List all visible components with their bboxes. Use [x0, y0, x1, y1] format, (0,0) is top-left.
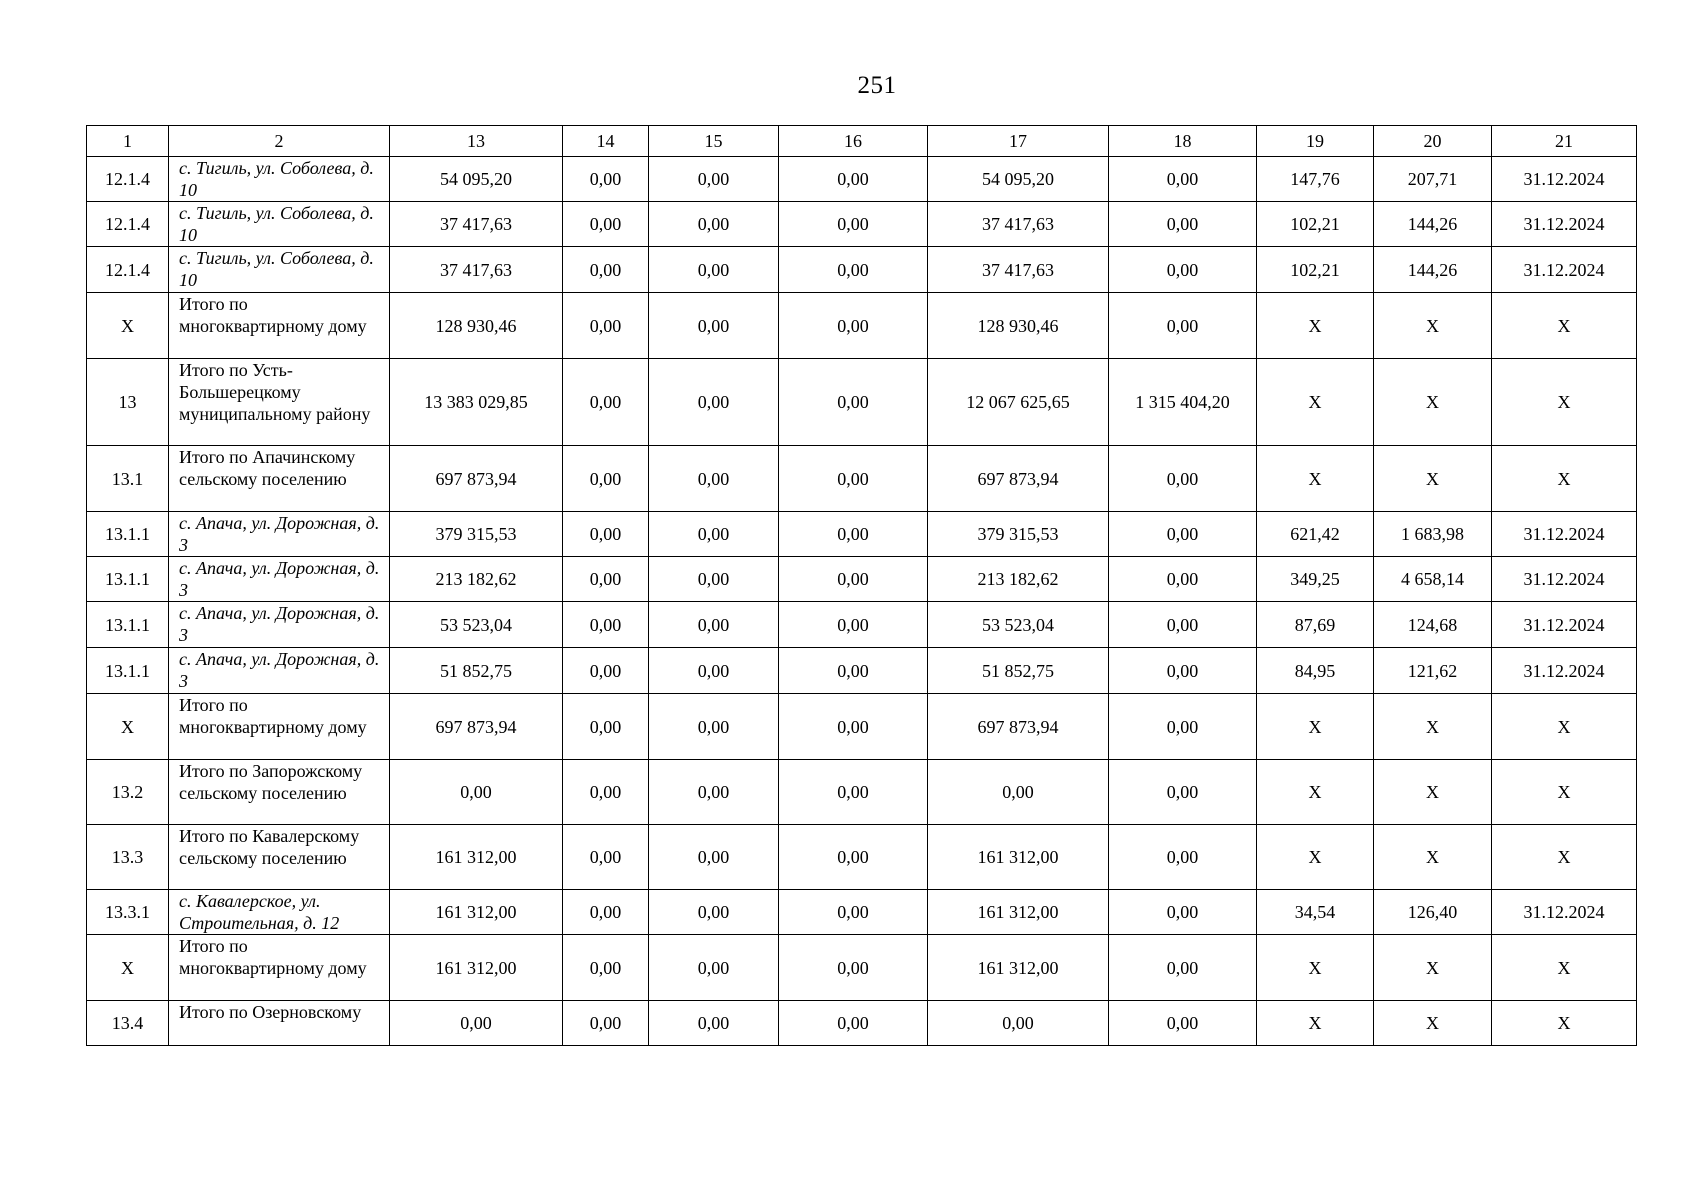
- value-cell: 0,00: [779, 935, 928, 1001]
- value-cell: Х: [1492, 694, 1637, 760]
- total-label-cell: Итого по многоквартирному дому: [169, 293, 390, 359]
- value-cell: 0,00: [1109, 446, 1257, 512]
- total-label-cell: Итого по многоквартирному дому: [169, 935, 390, 1001]
- value-cell: 0,00: [563, 557, 649, 602]
- value-cell: 0,00: [563, 157, 649, 202]
- row-number: 13.1.1: [87, 648, 169, 694]
- row-number: Х: [87, 935, 169, 1001]
- value-cell: 207,71: [1374, 157, 1492, 202]
- value-cell: 102,21: [1257, 202, 1374, 247]
- value-cell: 0,00: [1109, 247, 1257, 293]
- row-number: 12.1.4: [87, 157, 169, 202]
- value-cell: 0,00: [563, 512, 649, 557]
- value-cell: Х: [1374, 694, 1492, 760]
- value-cell: 31.12.2024: [1492, 648, 1637, 694]
- table-row: [87, 694, 1637, 760]
- address-cell: с. Апача, ул. Дорожная, д. 3: [169, 602, 390, 648]
- value-cell: 0,00: [649, 446, 779, 512]
- value-cell: 0,00: [563, 202, 649, 247]
- address-cell: с. Апача, ул. Дорожная, д. 3: [169, 512, 390, 557]
- value-cell: 13 383 029,85: [390, 359, 563, 446]
- value-cell: 621,42: [1257, 512, 1374, 557]
- value-cell: 161 312,00: [928, 890, 1109, 935]
- value-cell: 31.12.2024: [1492, 512, 1637, 557]
- value-cell: 0,00: [563, 890, 649, 935]
- column-header: 17: [928, 126, 1109, 157]
- table-row: [87, 760, 1637, 825]
- value-cell: Х: [1374, 446, 1492, 512]
- total-label-cell: Итого по многоквартирному дому: [169, 694, 390, 760]
- value-cell: 213 182,62: [928, 557, 1109, 602]
- value-cell: 12 067 625,65: [928, 359, 1109, 446]
- value-cell: 0,00: [649, 648, 779, 694]
- total-label-cell: Итого по Апачинскому сельскому поселению: [169, 446, 390, 512]
- column-header: 2: [169, 126, 390, 157]
- table-row: [87, 446, 1637, 512]
- row-number: 12.1.4: [87, 247, 169, 293]
- row-number: 13.2: [87, 760, 169, 825]
- value-cell: 0,00: [779, 694, 928, 760]
- value-cell: 51 852,75: [928, 648, 1109, 694]
- row-number: 13.1.1: [87, 602, 169, 648]
- value-cell: 0,00: [649, 557, 779, 602]
- value-cell: 0,00: [1109, 935, 1257, 1001]
- value-cell: 213 182,62: [390, 557, 563, 602]
- value-cell: 0,00: [1109, 694, 1257, 760]
- value-cell: 0,00: [563, 247, 649, 293]
- table-row: [87, 512, 1637, 557]
- value-cell: 0,00: [779, 202, 928, 247]
- value-cell: Х: [1257, 694, 1374, 760]
- value-cell: 0,00: [649, 512, 779, 557]
- value-cell: 144,26: [1374, 247, 1492, 293]
- value-cell: 0,00: [649, 694, 779, 760]
- value-cell: Х: [1374, 359, 1492, 446]
- value-cell: 31.12.2024: [1492, 557, 1637, 602]
- value-cell: 37 417,63: [390, 247, 563, 293]
- value-cell: 0,00: [649, 359, 779, 446]
- value-cell: 161 312,00: [928, 825, 1109, 890]
- value-cell: 0,00: [779, 293, 928, 359]
- value-cell: 0,00: [1109, 557, 1257, 602]
- value-cell: 0,00: [563, 602, 649, 648]
- total-label-cell: Итого по Озерновскому: [169, 1001, 390, 1046]
- value-cell: Х: [1492, 760, 1637, 825]
- total-label-cell: Итого по Запорожскому сельскому поселению: [169, 760, 390, 825]
- address-cell: с. Кавалерское, ул. Строительная, д. 12: [169, 890, 390, 935]
- value-cell: 1 683,98: [1374, 512, 1492, 557]
- value-cell: 0,00: [649, 760, 779, 825]
- value-cell: 31.12.2024: [1492, 202, 1637, 247]
- value-cell: 54 095,20: [928, 157, 1109, 202]
- value-cell: 0,00: [1109, 202, 1257, 247]
- value-cell: 0,00: [649, 1001, 779, 1046]
- value-cell: Х: [1374, 1001, 1492, 1046]
- value-cell: 34,54: [1257, 890, 1374, 935]
- value-cell: 379 315,53: [928, 512, 1109, 557]
- value-cell: 54 095,20: [390, 157, 563, 202]
- value-cell: 37 417,63: [928, 247, 1109, 293]
- value-cell: 0,00: [649, 293, 779, 359]
- value-cell: 147,76: [1257, 157, 1374, 202]
- value-cell: 0,00: [1109, 157, 1257, 202]
- row-number: 13: [87, 359, 169, 446]
- table-header-row: [87, 126, 1637, 157]
- value-cell: 87,69: [1257, 602, 1374, 648]
- table-row: [87, 359, 1637, 446]
- value-cell: 128 930,46: [928, 293, 1109, 359]
- value-cell: 0,00: [563, 1001, 649, 1046]
- value-cell: Х: [1374, 760, 1492, 825]
- row-number: 13.3: [87, 825, 169, 890]
- row-number: 13.4: [87, 1001, 169, 1046]
- column-header: 18: [1109, 126, 1257, 157]
- column-header: 16: [779, 126, 928, 157]
- table-row: [87, 202, 1637, 247]
- value-cell: 121,62: [1374, 648, 1492, 694]
- value-cell: 0,00: [563, 825, 649, 890]
- value-cell: 0,00: [779, 760, 928, 825]
- value-cell: 0,00: [649, 202, 779, 247]
- table-row: [87, 557, 1637, 602]
- table-row: [87, 247, 1637, 293]
- column-header: 20: [1374, 126, 1492, 157]
- value-cell: 0,00: [779, 512, 928, 557]
- table-row: [87, 602, 1637, 648]
- value-cell: 697 873,94: [390, 446, 563, 512]
- value-cell: Х: [1257, 359, 1374, 446]
- value-cell: 144,26: [1374, 202, 1492, 247]
- value-cell: 0,00: [1109, 760, 1257, 825]
- column-header: 13: [390, 126, 563, 157]
- column-header: 21: [1492, 126, 1637, 157]
- column-header: 1: [87, 126, 169, 157]
- value-cell: 0,00: [1109, 293, 1257, 359]
- value-cell: 51 852,75: [390, 648, 563, 694]
- value-cell: 0,00: [779, 890, 928, 935]
- value-cell: 697 873,94: [928, 694, 1109, 760]
- value-cell: 31.12.2024: [1492, 247, 1637, 293]
- row-number: 13.1.1: [87, 557, 169, 602]
- value-cell: 0,00: [779, 1001, 928, 1046]
- value-cell: 0,00: [779, 247, 928, 293]
- value-cell: 31.12.2024: [1492, 602, 1637, 648]
- address-cell: с. Апача, ул. Дорожная, д. 3: [169, 648, 390, 694]
- value-cell: 0,00: [1109, 648, 1257, 694]
- value-cell: 53 523,04: [390, 602, 563, 648]
- value-cell: Х: [1257, 935, 1374, 1001]
- value-cell: 0,00: [390, 760, 563, 825]
- value-cell: 0,00: [563, 648, 649, 694]
- value-cell: Х: [1374, 935, 1492, 1001]
- column-header: 14: [563, 126, 649, 157]
- address-cell: с. Тигиль, ул. Соболева, д. 10: [169, 157, 390, 202]
- row-number: 12.1.4: [87, 202, 169, 247]
- row-number: 13.1.1: [87, 512, 169, 557]
- value-cell: 0,00: [649, 825, 779, 890]
- value-cell: 0,00: [563, 446, 649, 512]
- total-label-cell: Итого по Усть-Большерецкому муниципальному району: [169, 359, 390, 446]
- value-cell: 0,00: [928, 760, 1109, 825]
- address-cell: с. Тигиль, ул. Соболева, д. 10: [169, 247, 390, 293]
- value-cell: Х: [1257, 293, 1374, 359]
- value-cell: 0,00: [779, 648, 928, 694]
- value-cell: 379 315,53: [390, 512, 563, 557]
- value-cell: Х: [1492, 935, 1637, 1001]
- page-number: 251: [857, 72, 897, 99]
- total-label-cell: Итого по Кавалерскому сельскому поселению: [169, 825, 390, 890]
- value-cell: Х: [1492, 446, 1637, 512]
- value-cell: Х: [1492, 825, 1637, 890]
- value-cell: 161 312,00: [928, 935, 1109, 1001]
- value-cell: 0,00: [1109, 1001, 1257, 1046]
- table-row: [87, 293, 1637, 359]
- value-cell: 0,00: [1109, 890, 1257, 935]
- value-cell: 0,00: [390, 1001, 563, 1046]
- value-cell: 161 312,00: [390, 890, 563, 935]
- column-header: 15: [649, 126, 779, 157]
- value-cell: 0,00: [779, 446, 928, 512]
- table-row: [87, 648, 1637, 694]
- value-cell: 102,21: [1257, 247, 1374, 293]
- value-cell: 1 315 404,20: [1109, 359, 1257, 446]
- data-table: [86, 125, 1637, 1046]
- value-cell: 0,00: [779, 359, 928, 446]
- value-cell: 349,25: [1257, 557, 1374, 602]
- value-cell: 0,00: [649, 935, 779, 1001]
- value-cell: 0,00: [649, 890, 779, 935]
- value-cell: 0,00: [649, 157, 779, 202]
- value-cell: 84,95: [1257, 648, 1374, 694]
- value-cell: 37 417,63: [928, 202, 1109, 247]
- value-cell: 161 312,00: [390, 935, 563, 1001]
- value-cell: Х: [1492, 293, 1637, 359]
- value-cell: 126,40: [1374, 890, 1492, 935]
- value-cell: Х: [1257, 1001, 1374, 1046]
- table-row: [87, 157, 1637, 202]
- address-cell: с. Апача, ул. Дорожная, д. 3: [169, 557, 390, 602]
- value-cell: 0,00: [928, 1001, 1109, 1046]
- value-cell: 0,00: [779, 557, 928, 602]
- value-cell: Х: [1257, 825, 1374, 890]
- value-cell: 37 417,63: [390, 202, 563, 247]
- value-cell: Х: [1374, 825, 1492, 890]
- value-cell: 161 312,00: [390, 825, 563, 890]
- value-cell: 4 658,14: [1374, 557, 1492, 602]
- value-cell: 31.12.2024: [1492, 890, 1637, 935]
- value-cell: 0,00: [563, 694, 649, 760]
- column-header: 19: [1257, 126, 1374, 157]
- row-number: Х: [87, 293, 169, 359]
- row-number: Х: [87, 694, 169, 760]
- value-cell: 53 523,04: [928, 602, 1109, 648]
- value-cell: Х: [1257, 760, 1374, 825]
- value-cell: 0,00: [649, 602, 779, 648]
- value-cell: 0,00: [779, 602, 928, 648]
- value-cell: 0,00: [1109, 512, 1257, 557]
- value-cell: 0,00: [1109, 825, 1257, 890]
- value-cell: 0,00: [563, 359, 649, 446]
- value-cell: 0,00: [1109, 602, 1257, 648]
- table-row: [87, 890, 1637, 935]
- value-cell: 0,00: [563, 760, 649, 825]
- value-cell: Х: [1492, 1001, 1637, 1046]
- value-cell: 128 930,46: [390, 293, 563, 359]
- value-cell: 31.12.2024: [1492, 157, 1637, 202]
- row-number: 13.1: [87, 446, 169, 512]
- value-cell: Х: [1492, 359, 1637, 446]
- value-cell: 124,68: [1374, 602, 1492, 648]
- value-cell: Х: [1257, 446, 1374, 512]
- address-cell: с. Тигиль, ул. Соболева, д. 10: [169, 202, 390, 247]
- row-number: 13.3.1: [87, 890, 169, 935]
- value-cell: 697 873,94: [928, 446, 1109, 512]
- value-cell: 0,00: [779, 157, 928, 202]
- value-cell: 0,00: [563, 293, 649, 359]
- table-row: [87, 825, 1637, 890]
- value-cell: 0,00: [649, 247, 779, 293]
- table-row: [87, 935, 1637, 1001]
- value-cell: 697 873,94: [390, 694, 563, 760]
- table-row: [87, 1001, 1637, 1046]
- value-cell: Х: [1374, 293, 1492, 359]
- value-cell: 0,00: [563, 935, 649, 1001]
- value-cell: 0,00: [779, 825, 928, 890]
